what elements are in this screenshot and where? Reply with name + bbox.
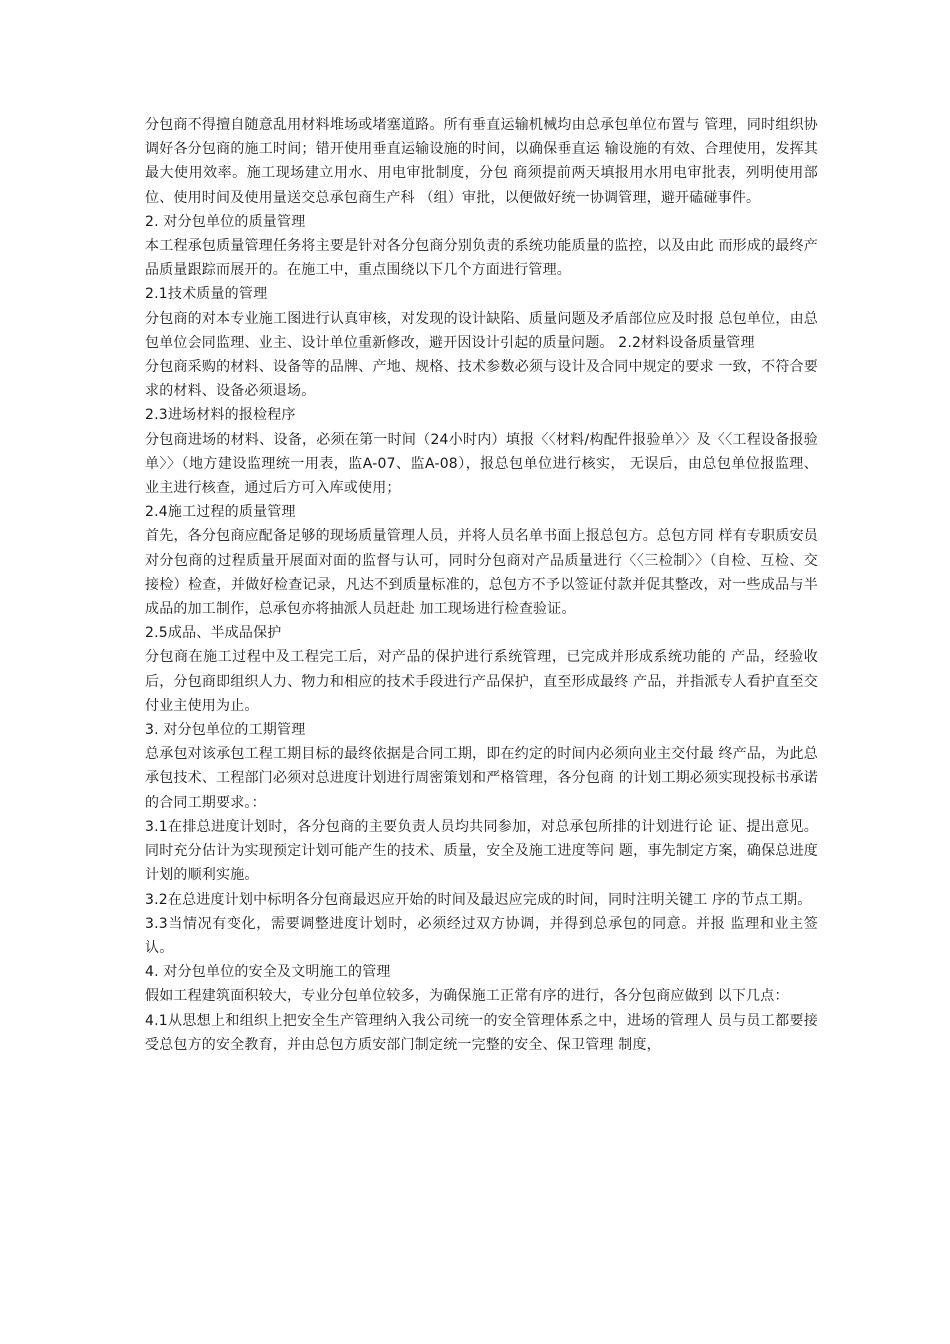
section-heading: 2.1技术质量的管理 (145, 286, 268, 303)
body-paragraph: 3.3当情况有变化，需要调整进度计划时，必须经过双方协调，并得到总承包的同意。并报 监理和业主签认。 (145, 915, 818, 956)
section-heading: 2. 对分包单位的质量管理 (145, 213, 306, 230)
section-heading: 2.4施工过程的质量管理 (145, 504, 296, 521)
body-paragraph: 3.1在排总进度计划时，各分包商的主要负责人员均共同参加，对总承包所排的计划进行论 证、提出意见。同时充分估计为实现预定计划可能产生的技术、质量，安全及施工进度等问 题，事先制定方案，确保总进度计划的顺利实施。 (145, 818, 818, 884)
body-paragraph: 假如工程建筑面积较大，专业分包单位较多，为确保施工正常有序的进行，各分包商应做到 以下几点： (145, 988, 789, 1005)
body-paragraph: 4.1从思想上和组织上把安全生产管理纳入我公司统一的安全管理体系之中，进场的管理人 员与员工都要接受总包方的安全教育，并由总包方质安部门制定统一完整的安全、保卫管理 制度， (145, 1012, 818, 1053)
body-paragraph: 3.2在总进度计划中标明各分包商最迟应开始的时间及最迟应完成的时间，同时注明关键工 序的节点工期。 (145, 891, 812, 908)
body-paragraph: 分包商的对本专业施工图进行认真审核，对发现的设计缺陷、质量问题及矛盾部位应及时报 总包单位，由总包单位会同监理、业主、设计单位重新修改，避开因设计引起的质量问题。 2.2材料设备质量管理 (145, 310, 818, 351)
body-paragraph: 分包商在施工过程中及工程完工后，对产品的保护进行系统管理，已完成并形成系统功能的 产品，经验收后，分包商即组织人力、物力和相应的技术手段进行产品保护，直至形成最终 产品，并指派专人看护直至交付业主使用为止。 (145, 649, 818, 714)
section-heading: 2.5成品、半成品保护 (145, 625, 282, 642)
body-paragraph: 本工程承包质量管理任务将主要是针对各分包商分别负责的系统功能质量的监控，以及由此 而形成的最终产品质量跟踪而展开的。在施工中，重点围绕以下几个方面进行管理。 (145, 238, 818, 279)
section-heading: 4. 对分包单位的安全及文明施工的管理 (145, 964, 391, 981)
body-paragraph: 首先，各分包商应配备足够的现场质量管理人员，并将人员名单书面上报总包方。总包方同 样有专职质安员对分包商的过程质量开展面对面的监督与认可，同时分包商对产品质量进行〈〈三检制〉〉（自检、互检、交接检）检查，并做好检查记录，凡达不到质量标准的，总包方不予以签证付款并促其整改，对一些成品与半成品的加工制作，总承包亦将抽派人员赶赴 加工现场进行检查验证。 (145, 528, 818, 618)
body-paragraph: 分包商采购的材料、设备等的品牌、产地、规格、技术参数必须与设计及合同中规定的要求 一致，不符合要求的材料、设备必须退场。 (145, 359, 818, 400)
section-heading: 2.3进场材料的报检程序 (145, 407, 296, 424)
document-body (145, 113, 818, 1057)
section-heading: 3. 对分包单位的工期管理 (145, 722, 306, 739)
body-paragraph: 分包商不得擅自随意乱用材料堆场或堵塞道路。所有垂直运输机械均由总承包单位布置与 管理，同时组织协调好各分包商的施工时间；错开使用垂直运输设施的时间，以确保垂直运 输设施的有效、合理使用，发挥其最大使用效率。施工现场建立用水、用电审批制度，分包 商须提前两天填报用水用电审批表，列明使用部位、使用时间及使用量送交总承包商生产科 （组）审批，以便做好统一协调管理，避开磕碰事件。 (145, 117, 818, 206)
body-paragraph: 分包商进场的材料、设备，必须在第一时间（24小时内）填报〈〈材料/构配件报验单〉〉及〈〈工程设备报验单〉〉（地方建设监理统一用表，监A-07、监A-08），报总包单位进行核实， 无误后，由总包单位报监理、业主进行核查，通过后方可入库或使用； (145, 431, 818, 497)
body-paragraph: 总承包对该承包工程工期目标的最终依据是合同工期，即在约定的时间内必须向业主交付最 终产品，为此总承包技术、工程部门必须对总进度计划进行周密策划和严格管理，各分包商 的计划工期必须实现投标书承诺的合同工期要求。： (145, 746, 818, 811)
